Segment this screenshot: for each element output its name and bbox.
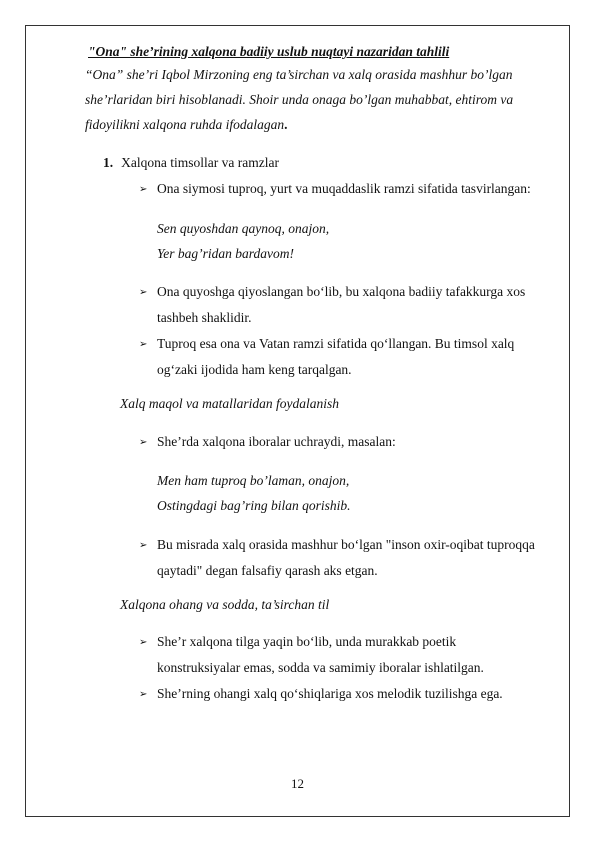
bullet-arrow-icon: ➢ xyxy=(139,437,148,448)
bullet-text-continued: qaytadi" degan falsafiy qarash aks etgan. xyxy=(157,563,378,578)
bullet-arrow-icon: ➢ xyxy=(139,339,148,350)
section-title: Xalqona timsollar va ramzlar xyxy=(121,155,279,170)
bullet-text: Tuproq esa ona va Vatan ramzi sifatida qo‘llangan. Bu timsol xalq xyxy=(157,336,515,351)
intro-line-1: “Ona” she’ri Iqbol Mirzoning eng ta’sirchan va xalq orasida mashhur bo’lgan xyxy=(85,67,513,82)
bullet-text-continued: tashbeh shaklidir. xyxy=(157,310,252,325)
bullet-text: Bu misrada xalq orasida mashhur bo‘lgan "inson oxir-oqibat tuproqqa xyxy=(157,537,535,552)
bullet-arrow-icon: ➢ xyxy=(139,637,148,648)
intro-line-2: she’rlaridan biri hisoblanadi. Shoir unda onaga bo’lgan muhabbat, ehtirom va xyxy=(85,92,514,107)
intro-line-3-text: fidoyilikni xalqona ruhda ifodalagan xyxy=(85,117,285,132)
bullet-arrow-icon: ➢ xyxy=(139,689,148,700)
bullet-text: Ona siymosi tuproq, yurt va muqaddaslik ramzi sifatida tasvirlangan: xyxy=(157,181,531,196)
page-number: 12 xyxy=(291,776,304,791)
bullet-arrow-icon: ➢ xyxy=(139,184,148,195)
bullet-item xyxy=(139,284,525,300)
bullet-item xyxy=(139,686,503,702)
verse-line: Men ham tuproq bo’laman, onajon, xyxy=(157,473,350,488)
bullet-text: She’rning ohangi xalq qo‘shiqlariga xos melodik tuzilishga ega. xyxy=(157,686,503,701)
bullet-item xyxy=(139,537,535,553)
bullet-item xyxy=(139,634,456,650)
section-1-heading xyxy=(103,155,279,171)
bullet-item xyxy=(139,181,531,197)
bullet-text-continued: og‘zaki ijodida ham keng tarqalgan. xyxy=(157,362,352,377)
bullet-text-continued: konstruksiyalar emas, sodda va samimiy iboralar ishlatilgan. xyxy=(157,660,484,675)
document-title: "Ona" she’rining xalqona badiiy uslub nuqtayi nazaridan tahlili xyxy=(88,44,450,59)
verse-line: Ostingdagi bag’ring bilan qorishib. xyxy=(157,498,351,513)
subheading: Xalqona ohang va sodda, ta’sirchan til xyxy=(120,597,330,612)
bullet-arrow-icon: ➢ xyxy=(139,540,148,551)
intro-line-3 xyxy=(85,117,288,133)
verse-line: Sen quyoshdan qaynoq, onajon, xyxy=(157,221,330,236)
section-number: 1. xyxy=(103,155,114,170)
verse-line: Yer bag’ridan bardavom! xyxy=(157,246,295,261)
subheading: Xalq maqol va matallaridan foydalanish xyxy=(120,396,339,411)
bullet-text: Ona quyoshga qiyoslangan bo‘lib, bu xalqona badiiy tafakkurga xos xyxy=(157,284,526,299)
bullet-text: She’r xalqona tilga yaqin bo‘lib, unda murakkab poetik xyxy=(157,634,457,649)
bullet-item xyxy=(139,434,396,450)
intro-period: . xyxy=(284,117,288,132)
bullet-text: She’rda xalqona iboralar uchraydi, masalan: xyxy=(157,434,396,449)
bullet-arrow-icon: ➢ xyxy=(139,287,148,298)
bullet-item xyxy=(139,336,514,352)
